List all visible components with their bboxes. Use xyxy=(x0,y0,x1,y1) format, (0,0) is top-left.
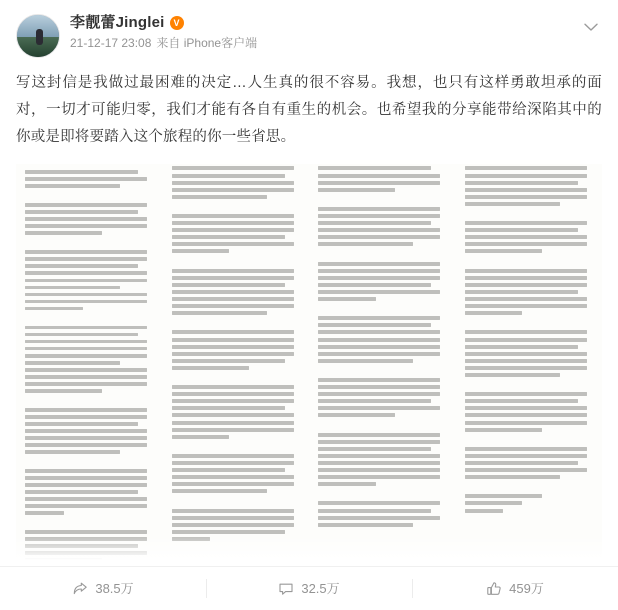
post-image-letter[interactable] xyxy=(16,164,602,562)
comment-button[interactable] xyxy=(206,567,412,610)
chevron-down-icon[interactable] xyxy=(580,16,602,38)
share-count: 38.5万 xyxy=(95,581,134,596)
header-text xyxy=(70,14,257,49)
letter-column xyxy=(309,166,456,562)
thumbs-up-icon xyxy=(486,581,502,597)
letter-column xyxy=(456,166,603,562)
verified-badge-icon: V xyxy=(170,16,184,30)
share-button[interactable] xyxy=(0,567,206,610)
comment-icon xyxy=(278,581,294,597)
action-bar xyxy=(0,566,618,610)
letter-column xyxy=(163,166,310,562)
post-meta xyxy=(70,37,257,49)
share-icon xyxy=(72,581,88,597)
like-count: 459万 xyxy=(509,581,544,596)
letter-column xyxy=(16,166,163,562)
author-name[interactable]: 李靓蕾Jinglei xyxy=(70,14,165,31)
post-timestamp: 21-12-17 23:08 xyxy=(70,36,152,50)
letter-columns xyxy=(16,164,602,562)
like-button[interactable] xyxy=(412,567,618,610)
avatar[interactable] xyxy=(16,14,60,58)
post-text: 写这封信是我做过最困难的决定…人生真的很不容易。我想，也只有这样勇敢坦承的面对，一切才可能归零，我们才能有各自有重生的机会。也希望我的分享能带给深陷其中的你或是即将要踏入这个旅程的你一些省思。 xyxy=(16,75,602,145)
comment-count: 32.5万 xyxy=(301,581,340,596)
name-row xyxy=(70,15,257,30)
avatar-figure xyxy=(36,29,43,45)
post-source[interactable]: 来自 iPhone客户端 xyxy=(156,36,258,50)
post-header xyxy=(0,0,618,58)
